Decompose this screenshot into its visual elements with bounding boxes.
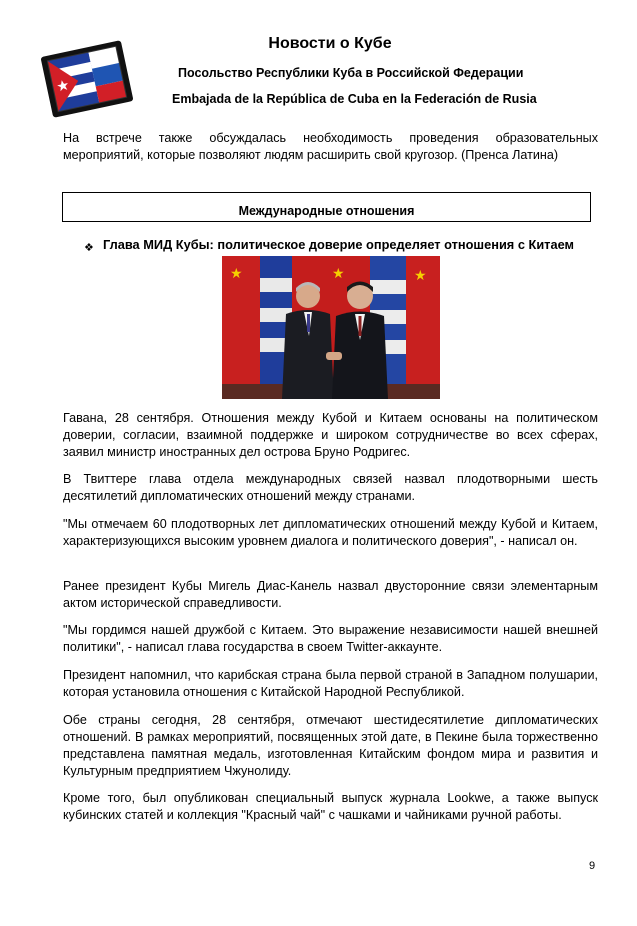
article-paragraph: "Мы отмечаем 60 плодотворных лет дипломатических отношений между Кубой и Китаем, характеризующихся высоким уровнем диалога и политического доверия", - написал он. xyxy=(63,517,598,548)
section-header-box xyxy=(62,192,591,222)
intro-paragraph: На встрече также обсуждалась необходимость проведения образовательных мероприятий, которые позволяют людям расширить свой кругозор. (Пренса Латина) xyxy=(63,131,598,162)
newsletter-title: Новости о Кубе xyxy=(268,35,392,52)
diamond-bullet-icon: ❖ xyxy=(84,242,94,254)
article-paragraph: Гавана, 28 сентября. Отношения между Кубой и Китаем основаны на политическом доверии, согласии, взаимной поддержке и широком сотрудничестве во всех сферах, заявил министр иностранных дел острова Бруно Родригес. xyxy=(63,411,598,459)
embassy-name-ru: Посольство Республики Куба в Российской Федерации xyxy=(178,66,524,80)
article-paragraph: Ранее президент Кубы Мигель Диас-Канель назвал двусторонние связи элементарным актом исторической справедливости. xyxy=(63,579,598,610)
embassy-name-es: Embajada de la República de Cuba en la Federación de Rusia xyxy=(172,92,537,106)
svg-text:★: ★ xyxy=(230,265,243,281)
section-title: Международные отношения xyxy=(238,204,415,218)
cuba-russia-flags-logo xyxy=(38,38,136,120)
svg-text:★: ★ xyxy=(414,267,427,283)
article-paragraph: Кроме того, был опубликован специальный выпуск журнала Lookwe, а также выпуск кубинских статей и коллекция "Красный чай" с чашками и чайниками ручной работы. xyxy=(63,791,598,822)
article-paragraph: Обе страны сегодня, 28 сентября, отмечают шестидесятилетие дипломатических отношений. В рамках мероприятий, посвященных этой дате, в Пекине была торжественно представлена памятная медаль, изготовленная Китайским фондом мира и развития и Культурным предприятием Чжунолиду. xyxy=(63,713,598,778)
svg-text:★: ★ xyxy=(332,265,345,281)
article-paragraph: Президент напомнил, что карибская страна была первой страной в Западном полушарии, которая установила отношения с Китайской Народной Республикой. xyxy=(63,668,598,699)
article-photo xyxy=(222,256,440,399)
article-paragraph: "Мы гордимся нашей дружбой с Китаем. Это выражение независимости нашей внешней политики", - написал глава государства в своем Twitter-аккаунте. xyxy=(63,623,598,654)
article-headline: Глава МИД Кубы: политическое доверие определяет отношения с Китаем xyxy=(103,237,574,252)
article-paragraph: В Твиттере глава отдела международных связей назвал плодотворными шесть десятилетий дипломатических отношений между странами. xyxy=(63,472,598,503)
page-number: 9 xyxy=(589,860,596,872)
